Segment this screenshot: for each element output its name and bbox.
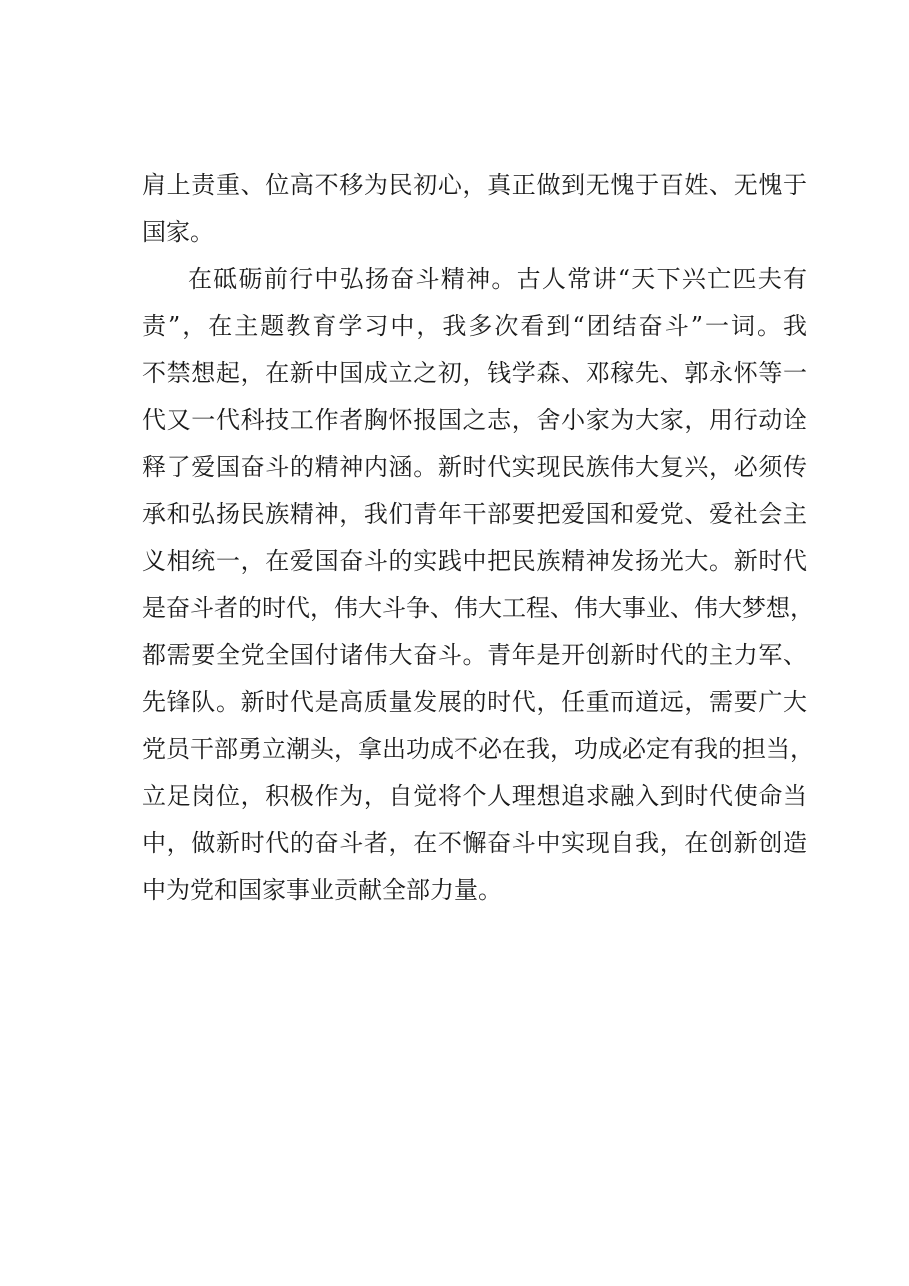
text-line: 代又一代科技工作者胸怀报国之志，舍小家为大家，用行动诠 — [142, 406, 807, 434]
text-line: 承和弘扬民族精神，我们青年干部要把爱国和爱党、爱社会主 — [142, 500, 807, 528]
text-line: 先锋队。新时代是高质量发展的时代，任重而道远，需要广大 — [142, 688, 807, 716]
text-line: 责”，在主题教育学习中，我多次看到“团结奋斗”一词。我 — [142, 312, 807, 340]
text-line: 立足岗位，积极作为，自觉将个人理想追求融入到时代使命当 — [142, 782, 807, 810]
paragraph-struggle-spirit — [142, 256, 814, 914]
text-line: 肩上责重、位高不移为民初心，真正做到无愧于百姓、无愧于 — [142, 171, 807, 199]
text-line: 义相统一，在爱国奋斗的实践中把民族精神发扬光大。新时代 — [142, 547, 807, 575]
text-line: 党员干部勇立潮头，拿出功成不必在我，功成必定有我的担当， — [142, 735, 814, 763]
document-body — [142, 162, 814, 914]
text-line: 国家。 — [142, 218, 214, 246]
text-line: 都需要全党全国付诸伟大奋斗。青年是开创新时代的主力军、 — [142, 641, 807, 669]
continuation-paragraph — [142, 162, 807, 256]
text-line: 中为党和国家事业贡献全部力量。 — [142, 876, 502, 904]
text-line: 是奋斗者的时代，伟大斗争、伟大工程、伟大事业、伟大梦想， — [142, 594, 814, 622]
text-line: 释了爱国奋斗的精神内涵。新时代实现民族伟大复兴，必须传 — [142, 453, 807, 481]
text-line: 中，做新时代的奋斗者，在不懈奋斗中实现自我，在创新创造 — [142, 829, 807, 857]
text-line: 在砥砺前行中弘扬奋斗精神。古人常讲“天下兴亡匹夫有 — [188, 265, 807, 293]
text-line: 不禁想起，在新中国成立之初，钱学森、邓稼先、郭永怀等一 — [142, 359, 807, 387]
